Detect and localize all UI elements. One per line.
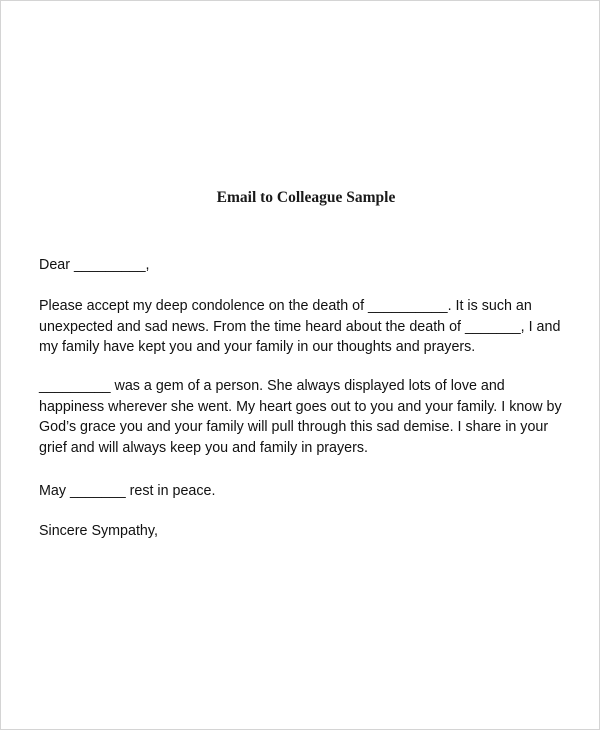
paragraph-condolence (39, 296, 579, 358)
closing-line: May _______ rest in peace. (39, 483, 216, 499)
paragraph-line: unexpected and sad news. From the time heard about the death of _______, I and (39, 318, 561, 335)
paragraph-line: my family have kept you and your family in our thoughts and prayers. (39, 339, 476, 355)
paragraph-line: God’s grace you and your family will pull through this sad demise. I share in your (39, 419, 549, 435)
paragraph-line: Please accept my deep condolence on the death of __________. It is such an (39, 298, 532, 314)
paragraph-line: grief and will always keep you and family in prayers. (39, 439, 368, 456)
salutation: Dear _________, (39, 257, 150, 273)
document-title: Email to Colleague Sample (216, 189, 396, 206)
signoff: Sincere Sympathy, (39, 523, 158, 539)
paragraph-tribute (39, 376, 579, 458)
paragraph-line: _________ was a gem of a person. She always displayed lots of love and (39, 378, 505, 394)
paragraph-line: happiness wherever she went. My heart goes out to you and your family. I know by (39, 398, 562, 415)
